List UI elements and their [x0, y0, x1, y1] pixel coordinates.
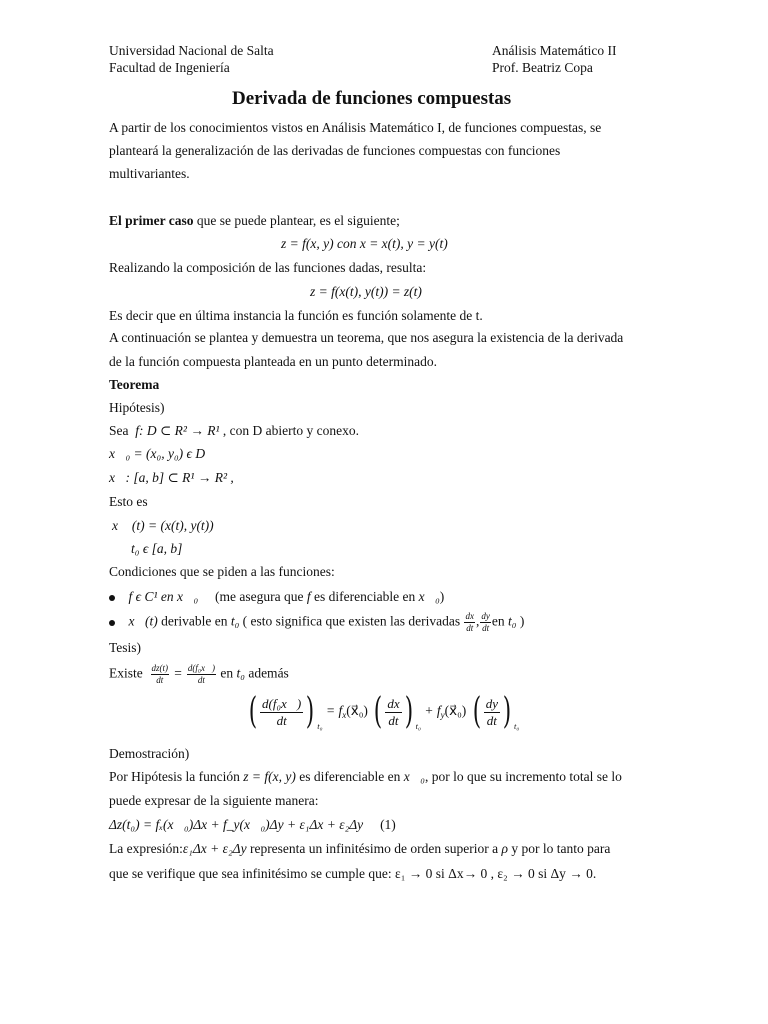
demo-x0: x⃗₀ — [403, 769, 425, 784]
existe-ademas: además — [244, 665, 289, 681]
condition-2-t0b: t₀ — [507, 613, 517, 629]
right-paren: ) — [404, 691, 413, 732]
increment-formula: Δz(t₀) = fₓ(x⃗₀)Δx + f_y(x⃗₀)Δy + ε₁Δx + ε₂Δy — [109, 817, 364, 832]
condition-1 — [109, 589, 444, 605]
fy-argument: (x⃗₀) — [444, 703, 467, 719]
header-professor: Prof. Beatriz Copa — [492, 60, 593, 75]
dy-denominator: dt — [482, 623, 490, 633]
dz-numerator: dz(t) — [151, 663, 168, 673]
big-sub-t0: t₀ — [514, 721, 520, 732]
expr-text-c: y por lo tanto para — [507, 841, 611, 856]
big-dy-fraction — [484, 697, 500, 727]
expr-rho: ρ — [501, 841, 508, 856]
right-paren: ) — [306, 691, 315, 732]
dfx-denominator: dt — [197, 675, 205, 685]
condition-1-close: ) — [439, 589, 445, 604]
header-course: Análisis Matemático II — [492, 43, 617, 58]
expr-text-a: La expresión: — [109, 841, 183, 856]
condition-2-formula: x⃗(t) — [128, 613, 158, 629]
big-dfx-fraction — [260, 697, 303, 727]
expr-text-b: representa un infinitésimo de orden superior a — [246, 841, 502, 856]
demo-text-a: Por Hipótesis la función — [109, 769, 244, 784]
theorem-intro-1: A continuación se plantea y demuestra un teorema, que nos asegura la existencia de la derivada — [109, 330, 624, 345]
condition-1-f: f — [306, 589, 311, 604]
big-dy-numerator: dy — [485, 695, 498, 711]
curve-definition: x⃗ (t) = (x(t), y(t)) — [112, 518, 214, 533]
condition-2-en: en — [491, 613, 508, 629]
esto-es: Esto es — [109, 494, 148, 509]
big-dy-denominator: dt — [486, 712, 497, 728]
dy-dt-fraction — [480, 612, 491, 633]
curve-formula: x⃗: [a, b] ⊂ R¹ → R² , — [109, 470, 234, 485]
sea-line — [109, 423, 359, 439]
remark-line: Es decir que en última instancia la función es función solamente de t. — [109, 308, 483, 323]
big-sub-t0: t₀ — [317, 721, 323, 732]
fy-subscript: y — [440, 710, 445, 721]
header-faculty: Facultad de Ingeniería — [109, 60, 230, 75]
chain-rule-formula — [246, 691, 520, 732]
dy-numerator: dy — [481, 611, 490, 621]
demonstration-label: Demostración) — [109, 746, 190, 761]
sea-word: Sea — [109, 423, 129, 438]
first-case-formula: z = f(x, y) con x = x(t), y = y(t) — [281, 236, 448, 251]
existe-word: Existe — [109, 665, 143, 681]
expr-formula: ε₁Δx + ε₂Δy — [182, 841, 247, 856]
bullet-icon — [109, 620, 115, 626]
first-case-bold: El primer caso — [109, 213, 194, 228]
condition-2-text: derivable en — [157, 613, 231, 629]
condition-2-end: ) — [516, 613, 525, 629]
intro-line-2: planteará la generalización de las derivadas de funciones compuestas con funciones — [109, 143, 561, 158]
demo-text-b: es diferenciable en — [295, 769, 404, 784]
big-dx-fraction — [385, 697, 401, 727]
increment-line — [109, 817, 396, 833]
condition-1-formula: f ϵ C¹ en x⃗₀ — [128, 589, 199, 604]
demo-text-c: , por lo que su incremento total se lo — [424, 769, 622, 784]
big-dx-denominator: dt — [388, 712, 399, 728]
big-dfx-denominator: dt — [276, 712, 287, 728]
dx-numerator: dx — [465, 611, 474, 621]
big-plus-fy: + f — [424, 703, 441, 719]
theorem-heading: Teorema — [109, 377, 160, 392]
header-university: Universidad Nacional de Salta — [109, 43, 274, 58]
dfx-numerator: d(f₀x⃗) — [187, 663, 215, 673]
demonstration-line-2: puede expresar de la siguiente manera: — [109, 793, 319, 808]
page-title: Derivada de funciones compuestas — [232, 88, 512, 109]
dx-dt-fraction — [464, 612, 475, 633]
equation-number: (1) — [380, 817, 396, 832]
dz-denominator: dt — [156, 675, 164, 685]
existe-t0: t₀ — [236, 665, 245, 681]
composition-intro: Realizando la composición de las funciones dadas, resulta: — [109, 260, 427, 275]
sea-formula: f: D ⊂ R² → R¹ — [135, 423, 220, 438]
first-case-line — [109, 213, 400, 229]
demonstration-line-1 — [109, 769, 622, 785]
existe-equals: = — [173, 665, 183, 681]
expression-line — [109, 841, 610, 857]
point-formula: x⃗₀ = (x₀, y₀) ϵ D — [109, 446, 206, 461]
condition-1-text-a: (me asegura que — [215, 589, 307, 604]
existe-line — [109, 664, 289, 685]
condition-2-t0: t₀ — [230, 613, 240, 629]
big-equals-fx: = f — [325, 703, 343, 719]
dfx-dt-fraction — [187, 664, 216, 685]
first-case-rest: que se puede plantear, es el siguiente; — [193, 213, 400, 228]
left-paren: ( — [472, 691, 481, 732]
dx-denominator: dt — [466, 623, 474, 633]
theorem-intro-2: de la función compuesta planteada en un punto determinado. — [109, 354, 438, 369]
sea-rest: , con D abierto y conexo. — [219, 423, 359, 438]
hypothesis-label: Hipótesis) — [109, 400, 165, 415]
fx-subscript: x — [342, 710, 347, 721]
composition-formula: z = f(x(t), y(t)) = z(t) — [310, 284, 422, 299]
big-dfx-numerator: d(f₀x⃗) — [262, 695, 302, 711]
right-paren: ) — [502, 691, 512, 732]
left-paren: ( — [374, 691, 383, 732]
condition-1-x0: x⃗₀ — [418, 589, 440, 604]
fx-argument: (x⃗₀) — [346, 703, 368, 719]
t0-formula: t₀ ϵ [a, b] — [131, 541, 183, 556]
conditions-intro: Condiciones que se piden a las funciones: — [109, 564, 335, 579]
condition-2 — [109, 612, 524, 633]
last-line: que se verifique que sea infinitésimo se cumple que: ε₁ → 0 si Δx→ 0 , ε₂ → 0 si Δy → 0. — [109, 866, 597, 881]
intro-line-1: A partir de los conocimientos vistos en Análisis Matemático I, de funciones compuestas, se — [109, 120, 602, 135]
big-dx-numerator: dx — [387, 695, 400, 711]
intro-line-3: multivariantes. — [109, 166, 190, 181]
demo-formula: z = f(x, y) — [243, 769, 296, 784]
bullet-icon — [109, 595, 115, 601]
big-sub-t0: t₀ — [415, 721, 421, 732]
condition-2-paren: ( esto significa que existen las derivadas — [239, 613, 464, 629]
thesis-label: Tesis) — [109, 640, 142, 655]
dz-dt-fraction — [151, 664, 170, 685]
condition-1-text-b: es diferenciable en — [310, 589, 419, 604]
left-paren: ( — [248, 691, 258, 732]
condition-2-comma: , — [475, 613, 480, 629]
existe-en: en — [220, 665, 237, 681]
